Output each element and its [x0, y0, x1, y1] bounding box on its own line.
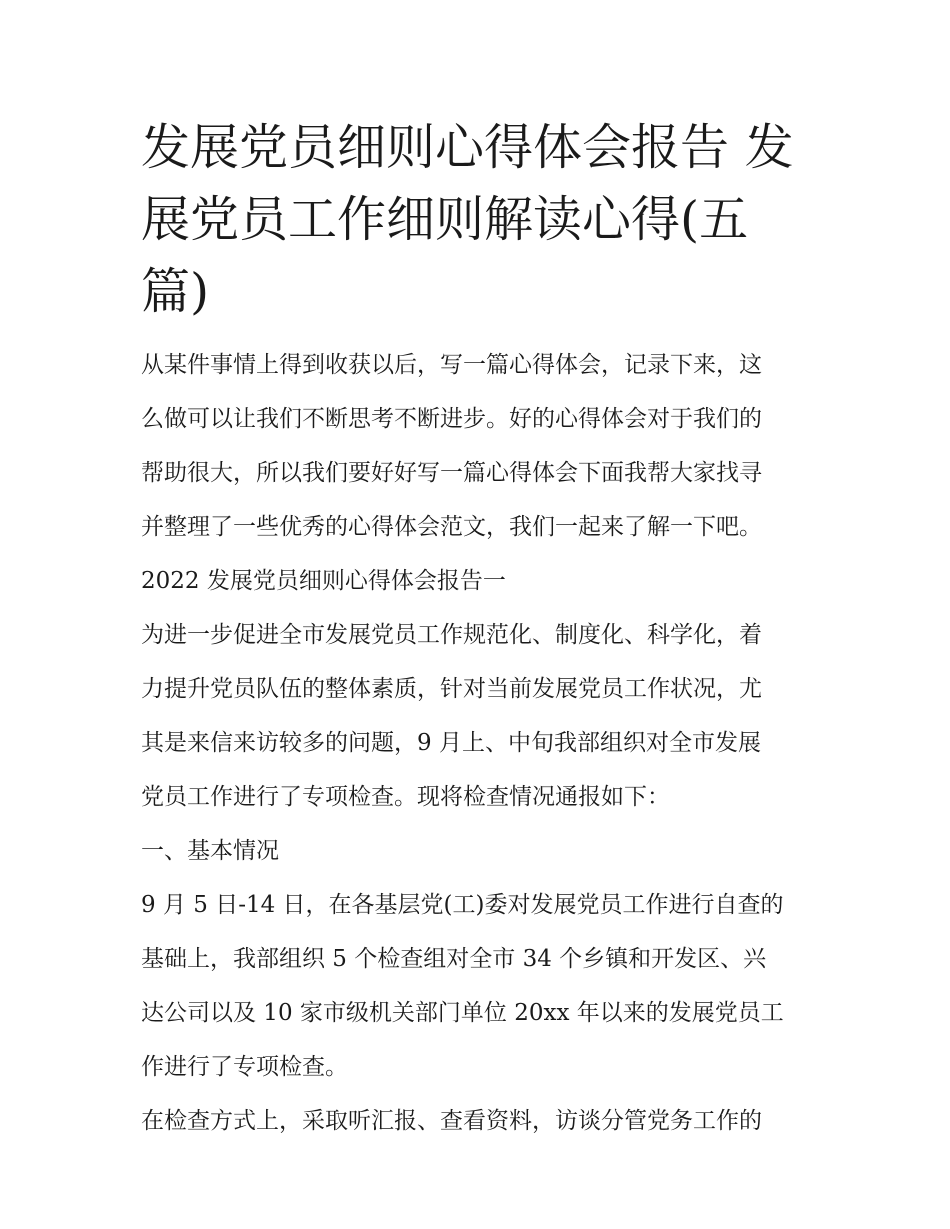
body-line: 作进行了专项检查。	[141, 1054, 348, 1080]
body-line: 力提升党员队伍的整体素质，针对当前发展党员工作状况，尤	[141, 676, 762, 702]
body-line: 为进一步促进全市发展党员工作规范化、制度化、科学化，着	[141, 622, 762, 648]
body-line: 基础上，我部组织 5 个检查组对全市 34 个乡镇和开发区、兴	[141, 946, 767, 972]
body-line: 在检查方式上，采取听汇报、查看资料，访谈分管党务工作的	[141, 1108, 762, 1134]
document-body	[141, 338, 813, 1148]
body-line: 并整理了一些优秀的心得体会范文，我们一起来了解一下吧。	[141, 514, 762, 540]
body-line: 9 月 5 日-14 日，在各基层党(工)委对发展党员工作进行自查的	[141, 892, 784, 918]
body-line: 帮助很大，所以我们要好好写一篇心得体会下面我帮大家找寻	[141, 460, 762, 486]
section-heading: 2022 发展党员细则心得体会报告一	[141, 568, 506, 594]
title-line: 展党员工作细则解读心得(五	[141, 191, 749, 248]
body-line: 么做可以让我们不断思考不断进步。好的心得体会对于我们的	[141, 406, 762, 432]
body-line: 从某件事情上得到收获以后，写一篇心得体会，记录下来，这	[141, 352, 762, 378]
body-line: 达公司以及 10 家市级机关部门单位 20xx 年以来的发展党员工	[141, 1000, 784, 1026]
body-line: 党员工作进行了专项检查。现将检查情况通报如下：	[141, 784, 670, 810]
section-heading: 一、基本情况	[141, 838, 279, 864]
title-line: 发展党员细则心得体会报告 发	[141, 119, 794, 176]
title-line: 篇)	[141, 263, 210, 320]
document-page	[141, 112, 813, 1148]
document-title	[141, 112, 813, 328]
body-line: 其是来信来访较多的问题，9 月上、中旬我部组织对全市发展	[141, 730, 761, 756]
